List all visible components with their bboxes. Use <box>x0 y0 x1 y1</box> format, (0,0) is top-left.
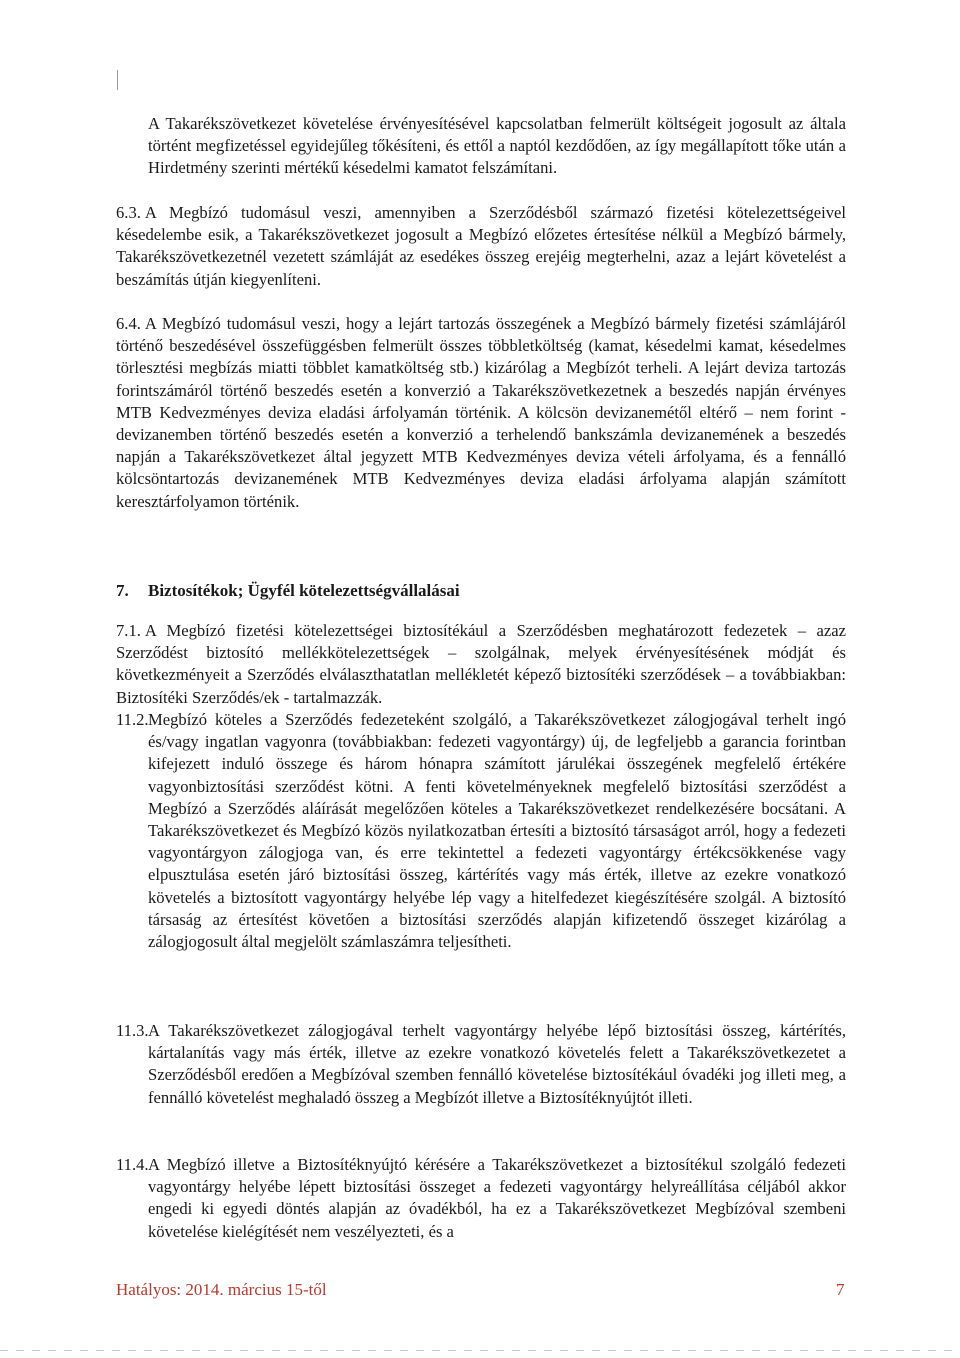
page-number: 7 <box>836 1280 845 1299</box>
paragraph-7-1 <box>116 620 846 709</box>
paragraph-6-4 <box>116 313 846 513</box>
paragraph-number-11-3: 11.3. <box>116 1021 149 1040</box>
paragraph-6-3 <box>116 202 846 291</box>
paragraph-11-3: A Takarékszövetkezet zálogjogával terhelt vagyontárgy helyébe lépő biztosítási összeg, kártérítés, kártalanítás vagy más érték, illetve az ezekre vonatkozó követelés felett a Takarékszövetkezetet a Szerződésből eredően a Megbízóval szemben fennálló követelése biztosítékául óvadéki jog illeti meg, a fennálló követelést meghaladó összeg a Megbízót illetve a Biztosítéknyújtót illeti. <box>148 1021 846 1107</box>
section-title: Biztosítékok; Ügyfél kötelezettségvállalásai <box>148 581 460 600</box>
margin-mark <box>117 70 118 90</box>
paragraph-text: A Megbízó fizetési kötelezettségei biztosítékául a Szerződésben meghatározott fedezetek – azaz Szerződést biztosító mellékkötelezettségek – szolgálnak, melyek érvényesítésének módját és következményeit a Szerződés elválaszthatatlan mellékletét képező biztosítéki szerződések – a továbbiakban: Biztosítéki Szerződés/ek - tartalmazzák. <box>116 621 846 707</box>
paragraph-number-11-4: 11.4. <box>116 1155 149 1174</box>
paragraph-text: A Megbízó tudomásul veszi, hogy a lejárt tartozás összegének a Megbízó bármely fizetési számlájáról történő beszedésével összefüggésben felmerült összes többletköltség (kamat, késedelmi kamat, késedelmes törlesztési megbízás miatti többlet kamatköltség stb.) kizárólag a Megbízót terheli. A lejárt deviza tartozás forintszámáról történő beszedés esetén a konverzió a Takarékszövetkezetnek a beszedés napján érvényes MTB Kedvezményes deviza eladási árfolyamán történik. A kölcsön devizanemétől eltérő – nem forint - devizanemben történő beszedés esetén a konverzió a terhelendő bankszámla devizanemének a beszedés napján a Takarékszövetkezet által jegyzett MTB Kedvezményes deviza vételi árfolyama, és a fennálló kölcsöntartozás devizanemének MTB Kedvezményes deviza eladási árfolyama alapján számított keresztárfolyamon történik. <box>116 314 846 511</box>
section-number: 7. <box>116 581 129 600</box>
paragraph-number: 7.1. <box>116 621 141 640</box>
paragraph-11-2: Megbízó köteles a Szerződés fedezeteként szolgáló, a Takarékszövetkezet zálogjogával terhelt ingó és/vagy ingatlan vagyonra (továbbiakban: fedezeti vagyontárgy) új, de legfeljebb a garancia forintban kifejezett induló összege és három hónapra számított járulékai összegének megfelelő értékére vagyonbiztosítási szerződést kötni. A fenti követelményeknek megfelelő biztosítási szerződést a Megbízó a Szerződés aláírását megelőzően köteles a Takarékszövetkezet rendelkezésére bocsátani. A Takarékszövetkezet és Megbízó közös nyilatkozatban értesíti a biztosító társaságot arról, hogy a fedezeti vagyontárgyon zálogjoga van, és erre tekintettel a fedezeti vagyontárgy értékcsökkenése vagy elpusztulása esetén járó biztosítási összeg, kártérítés vagy más érték, illetve az ezekre vonatkozó követelés a biztosított vagyontárgy helyébe lép vagy a hitelfedezet kiegészítésére szolgál. A biztosító társaság az értesítést követően a biztosítási szerződés alapján kifizetendő összeget kizárólag a zálogjogosult által megjelölt számlaszámra teljesítheti. <box>148 710 846 952</box>
intro-paragraph: A Takarékszövetkezet követelése érvényesítésével kapcsolatban felmerült költségeit jogosult az általa történt megfizetéssel egyidejűleg tőkésíteni, és ettől a naptól kezdődően, az így megállapított tőke után a Hirdetmény szerinti mértékű késedelmi kamatot felszámítani. <box>148 114 846 178</box>
section-heading-7 <box>116 580 460 602</box>
paragraph-number: 6.3. <box>116 203 141 222</box>
paragraph-number-11-2: 11.2. <box>116 710 149 729</box>
scan-edge-dots <box>0 1350 960 1351</box>
paragraph-11-4: A Megbízó illetve a Biztosítéknyújtó kérésére a Takarékszövetkezet a biztosítékul szolgáló fedezeti vagyontárgy helyébe lépett biztosítási összeget a fedezeti vagyontárgy helyreállítása céljából akkor engedi ki egyedi döntés alapján az óvadékból, ha ez a Takarékszövetkezet Megbízóval szembeni követelése kielégítését nem veszélyezteti, és a <box>148 1155 846 1241</box>
footer-effective-date: Hatályos: 2014. március 15-től <box>116 1280 327 1299</box>
paragraph-text: A Megbízó tudomásul veszi, amennyiben a Szerződésből származó fizetési kötelezettségeivel késedelembe esik, a Takarékszövetkezet jogosult a Megbízó előzetes értesítése nélkül a Megbízó bármely, Takarékszövetkezetnél vezetett számláját az esedékes összeg erejéig megterhelni, azaz a lejárt követelést a beszámítás útján kiegyenlíteni. <box>116 203 846 289</box>
paragraph-number: 6.4. <box>116 314 141 333</box>
